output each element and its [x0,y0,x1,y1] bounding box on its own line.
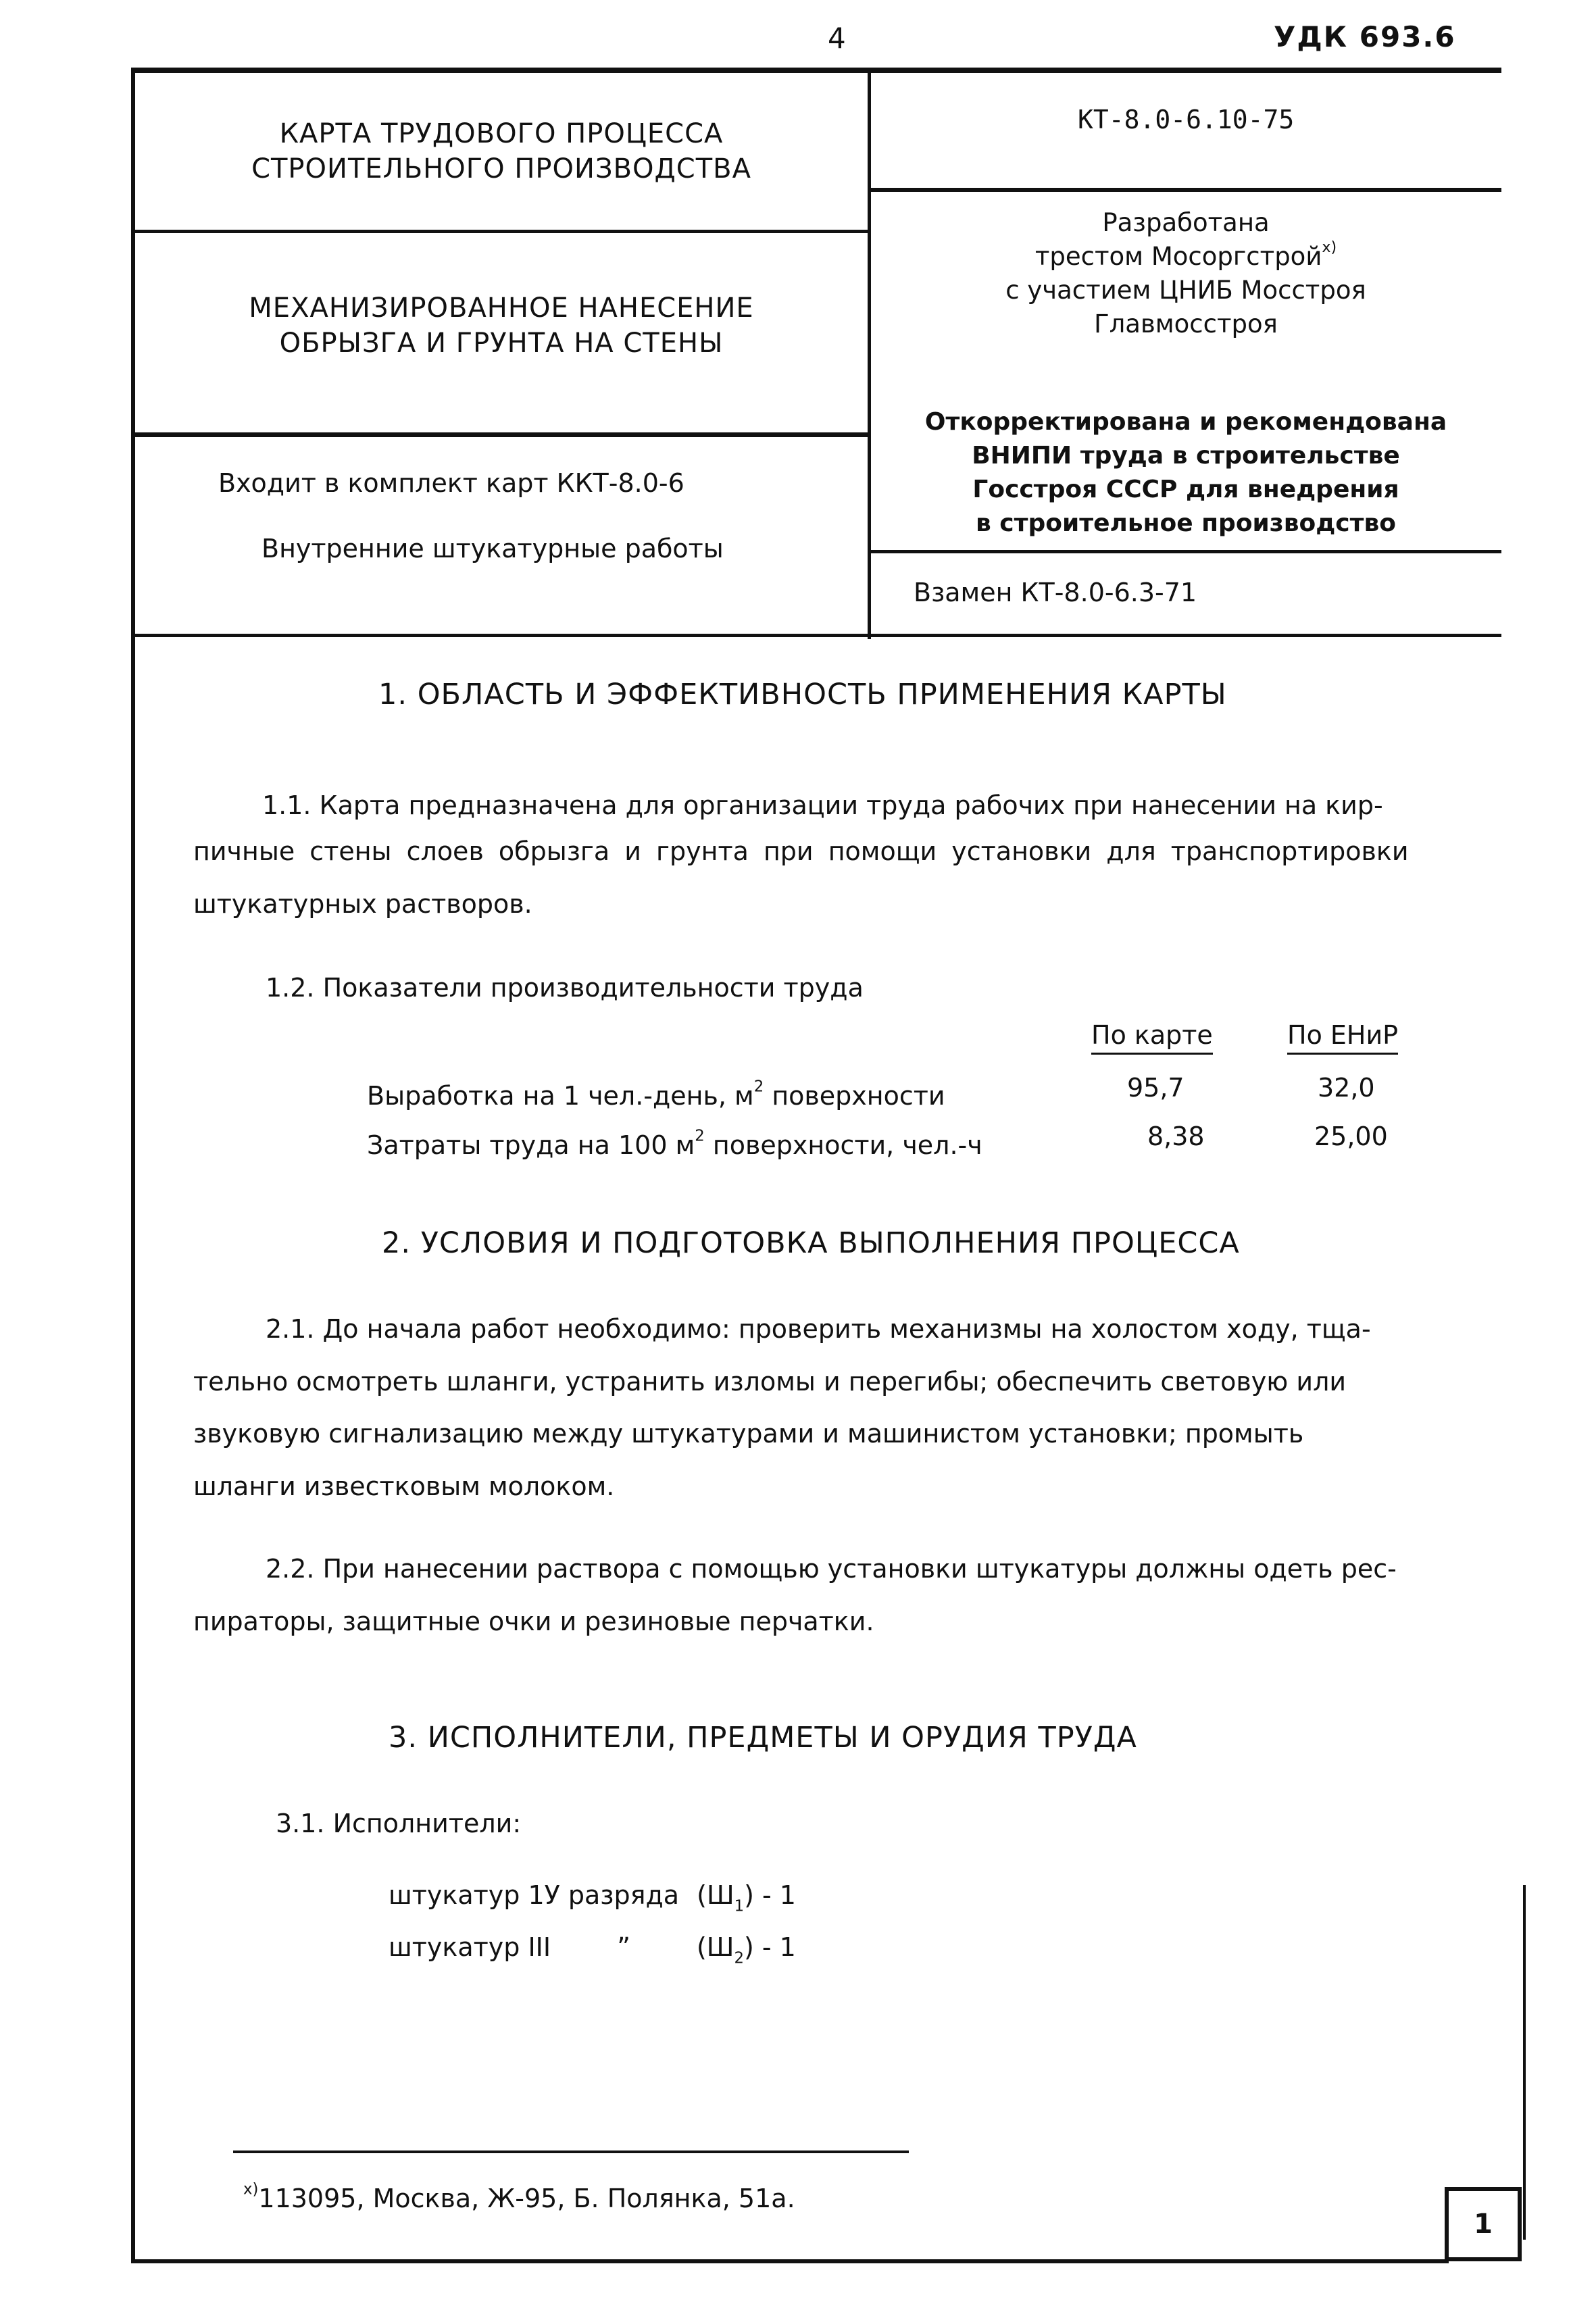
card-title-line1: КАРТА ТРУДОВОГО ПРОЦЕССА [279,118,724,149]
developed-org: трестом Мосоргстрой [1034,242,1322,271]
section1-title: 1. ОБЛАСТЬ И ЭФФЕКТИВНОСТЬ ПРИМЕНЕНИЯ КАРТЫ [378,678,1227,711]
row2-value-card: 8,38 [1147,1122,1205,1151]
frame-left-line [131,68,135,2263]
col-header-card: По карте [1091,1020,1213,1055]
developed-line1: Разработана [1102,208,1270,237]
developed-line4: Главмосстроя [1094,309,1278,338]
row2-label-sup: 2 [695,1127,705,1145]
row2-label [367,1127,982,1160]
corrected-line1: Откорректирована и рекомендована [924,408,1447,436]
footnote [243,2180,795,2213]
s1p1-line1: 1.1. Карта предназначена для организации труда рабочих при нанесении на кир- [262,790,1383,820]
s2p1-line4: шланги известковым молоком. [193,1472,615,1501]
frame-top-line [132,68,1501,73]
card-set-name: Внутренние штукатурные работы [261,534,724,563]
page-number: 4 [828,22,846,55]
worker1 [389,1880,796,1915]
row1-value-enir: 32,0 [1318,1073,1375,1103]
sheet-number-box [1445,2187,1522,2261]
row2-label-b: поверхности, чел.-ч [704,1130,982,1160]
footnote-mark-ref: x) [1322,238,1337,257]
card-code: КТ-8.0-6.10-75 [1078,105,1295,134]
row1-label-sup: 2 [753,1078,764,1096]
worker2 [389,1932,796,1967]
worker2-ditto: ” [617,1932,630,1962]
header-left-divider-1 [134,230,869,233]
s2p1-line1: 2.1. До начала работ необходимо: проверить механизмы на холостом ходу, тща- [266,1314,1371,1344]
card-subject-line2: ОБРЫЗГА И ГРУНТА НА СТЕНЫ [279,328,724,359]
row1-label-a: Выработка на 1 чел.-день, м [367,1081,754,1111]
developed-line2 [872,240,1500,274]
footnote-mark: x) [243,2180,259,2198]
worker2-code-count: ) - 1 [743,1932,796,1962]
worker1-code [697,1880,796,1915]
footnote-rule [233,2150,909,2153]
card-title [135,116,868,186]
s2p2-line2: пираторы, защитные очки и резиновые перчатки. [193,1607,874,1636]
developed-by [872,206,1500,341]
footnote-text: 113095, Москва, Ж-95, Б. Полянка, 51а. [258,2184,795,2213]
worker2-code-sub: 2 [734,1949,744,1967]
s3p1-line: 3.1. Исполнители: [276,1809,522,1838]
row1-label [367,1078,945,1111]
right-margin-line [1523,1885,1526,2240]
worker2-code [696,1932,796,1967]
developed-line3: с участием ЦНИБ Мосстроя [1005,276,1366,305]
card-title-line2: СТРОИТЕЛЬНОГО ПРОИЗВОДСТВА [251,153,751,184]
sheet-number: 1 [1474,2209,1493,2240]
row2-value-enir: 25,00 [1314,1122,1388,1151]
row1-label-b: поверхности [764,1081,945,1111]
udk-code: УДК 693.6 [1274,20,1456,53]
card-set-line: Входит в комплект карт ККТ-8.0-6 [218,468,684,498]
card-subject-line1: МЕХАНИЗИРОВАННОЕ НАНЕСЕНИЕ [249,293,754,324]
s2p1-line3: звуковую сигнализацию между штукатурами и машинистом установки; промыть [193,1419,1304,1449]
header-right-divider-1 [870,188,1501,192]
header-right-divider-2 [870,550,1501,553]
header-bottom-line [134,634,1501,637]
corrected-line3: Госстроя СССР для внедрения [972,476,1399,503]
corrected-line4: в строительное производство [975,509,1397,537]
header-middle-divider [868,70,871,639]
s2p1-line2: тельно осмотреть шланги, устранить изломы и перегибы; обеспечить световую или [193,1367,1347,1397]
worker1-role: штукатур 1У разряда [389,1880,680,1910]
worker1-code-count: ) - 1 [744,1880,796,1910]
row2-label-a: Затраты труда на 100 м [367,1130,695,1160]
replaces-line: Взамен КТ-8.0-6.3-71 [914,578,1197,607]
s1p1-line2: пичные стены слоев обрызга и грунта при помощи установки для транспортировки [193,836,1409,866]
frame-bottom-line [131,2259,1449,2263]
corrected-by [872,405,1500,540]
row1-value-card: 95,7 [1127,1073,1184,1103]
worker1-code-open: (Ш [697,1880,734,1910]
col-header-enir: По ЕНиР [1287,1020,1398,1055]
section2-title: 2. УСЛОВИЯ И ПОДГОТОВКА ВЫПОЛНЕНИЯ ПРОЦЕССА [382,1226,1240,1260]
worker1-code-sub: 1 [734,1897,745,1915]
header-left-divider-2 [134,432,869,437]
s1p2-line: 1.2. Показатели производительности труда [266,973,864,1003]
corrected-line2: ВНИПИ труда в строительстве [972,442,1400,470]
s2p2-line1: 2.2. При нанесении раствора с помощью установки штукатуры должны одеть рес- [266,1554,1397,1584]
card-subject [135,291,868,361]
s1p1-line3: штукатурных растворов. [193,889,532,919]
worker2-code-open: (Ш [696,1932,734,1962]
worker2-role: штукатур III [389,1932,551,1962]
section1-paragraph1 [193,779,1464,832]
section3-title: 3. ИСПОЛНИТЕЛИ, ПРЕДМЕТЫ И ОРУДИЯ ТРУДА [389,1721,1137,1755]
